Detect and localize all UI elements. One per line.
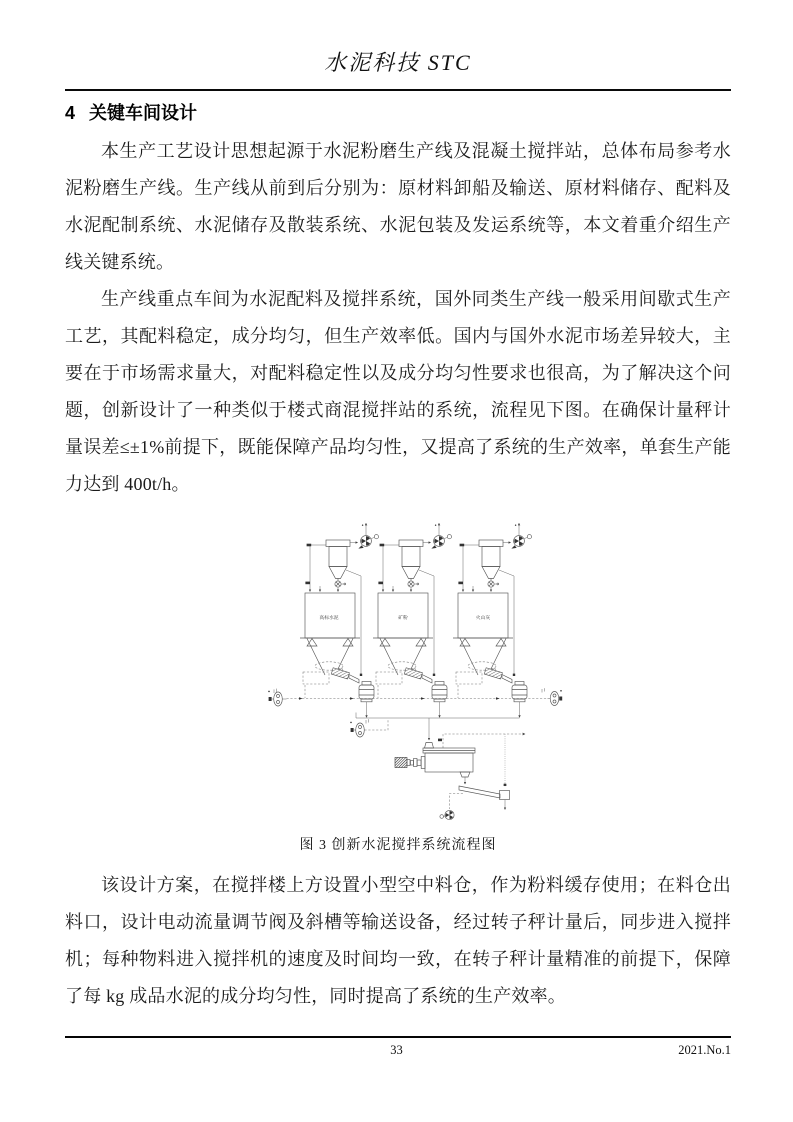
section-title: 关键车间设计 xyxy=(89,103,198,123)
page-number: 33 xyxy=(390,1043,403,1057)
flow-diagram xyxy=(253,515,563,827)
silo-label-2: 矿粉 xyxy=(398,616,408,621)
train-slag xyxy=(373,523,452,717)
flow-diagram-svg xyxy=(253,515,563,827)
section-number: 4 xyxy=(65,103,76,123)
blower-icon-left xyxy=(268,689,286,706)
fan-icon-bottom xyxy=(440,794,463,820)
mixer xyxy=(395,734,525,784)
header-rule xyxy=(65,89,731,91)
body-paragraph-3: 该设计方案，在搅拌楼上方设置小型空中料仓，作为粉料缓存使用；在料仓出料口，设计电动流量调节阀及斜槽等输送设备，经过转子秤计量后，同步进入搅拌机；每种物料进入搅拌机的速度及时间均一致，在转子秤计量精准的前提下，保障了每 kg 成品水泥的成分均匀性，同时提高了系统的生产效率。 xyxy=(65,875,731,1006)
body-paragraph-1: 本生产工艺设计思想起源于水泥粉磨生产线及混凝土搅拌站，总体布局参考水泥粉磨生产线。生产线从前到后分别为：原材料卸船及输送、原材料储存、配料及水泥配制系统、水泥储存及散装系统、水泥包装及发运系统等，本文着重介绍生产线关键系统。 xyxy=(65,141,731,272)
figure-caption: 图 3 创新水泥搅拌系统流程图 xyxy=(299,838,497,853)
footer-rule xyxy=(65,1036,731,1038)
silo-label-1: 高标水泥 xyxy=(319,616,339,621)
body-paragraph-2: 生产线重点车间为水泥配料及搅拌系统，国外同类生产线一般采用间歇式生产工艺，其配料稳定，成分均匀，但生产效率低。国内与国外水泥市场差异较大，主要在于市场需求量大，对配料稳定性以及成分均匀性要求也很高，为了解决这个问题，创新设计了一种类似于楼式商混搅拌站的系统，流程见下图。在确保计量秤计量误差≤±1%前提下，既能保障产品均匀性，又提高了系统的生产效率，单套生产能力达到 400t/h。 xyxy=(65,289,731,494)
issue-number: 2021.No.1 xyxy=(678,1043,731,1057)
silo-label-3: 火山灰 xyxy=(475,616,491,621)
section-heading xyxy=(65,100,731,126)
blower-icon-right xyxy=(542,688,562,705)
train-cement xyxy=(300,523,379,717)
train-ash xyxy=(453,523,532,717)
mixer-motor-icon xyxy=(395,757,425,769)
figure-3 xyxy=(65,515,731,854)
blower-icon-middle xyxy=(350,719,388,737)
journal-title: 水泥科技 STC xyxy=(324,50,472,75)
